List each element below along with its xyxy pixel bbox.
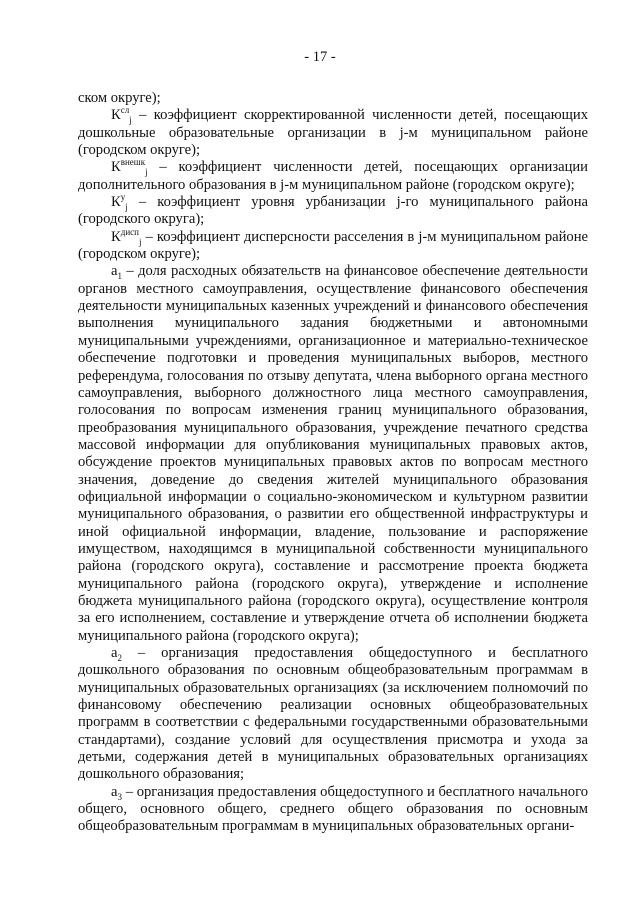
paragraph-text: – организация предоставления общедоступного и бесплатного дошкольного образования по основным общеобразовательным программам в муниципальных образовательных организациях (за исключением полномочий по финансовому обеспечению реализации основных общеобразовательных программ в соответствии с федеральными государственными образовательными стандартами), создание условий для осуществления присмотра и ухода за детьми, содержания детей в муниципальных образовательных организациях дошкольного образования; <box>78 645 588 783</box>
share-symbol: a <box>111 783 118 800</box>
paragraph <box>78 107 588 159</box>
coefficient-subscript: j <box>129 115 132 126</box>
paragraph <box>78 159 588 194</box>
share-subscript: 1 <box>117 271 122 282</box>
coefficient-superscript: дисп <box>120 226 139 237</box>
share-subscript: 3 <box>117 791 122 802</box>
share-symbol: a <box>111 645 118 661</box>
coefficient-superscript: у <box>120 192 126 203</box>
page-number: - 17 - <box>304 49 336 65</box>
paragraph-text: – коэффициент скорректированной численности детей, посещающих дошкольные образовательные организации в j-м муниципальном районе (городском округе); <box>78 107 588 159</box>
paragraph-text: – коэффициент уровня урбанизации j-го муниципального района (городского округа); <box>78 194 588 228</box>
paragraph <box>78 645 588 784</box>
paragraph <box>78 90 588 107</box>
coefficient-symbol: К <box>111 107 121 124</box>
share-symbol: a <box>111 263 118 280</box>
paragraph-text: – коэффициент численности детей, посещающих организации дополнительного образования в j-м муниципальном районе (городском округе); <box>78 159 588 193</box>
coefficient-subscript: j <box>138 236 142 247</box>
paragraph <box>78 263 588 645</box>
paragraph <box>78 784 588 836</box>
coefficient-subscript: j <box>145 167 148 178</box>
coefficient-symbol: К <box>111 159 121 176</box>
share-subscript: 2 <box>117 652 122 663</box>
coefficient-superscript: сл <box>120 105 130 116</box>
paragraph <box>78 194 588 229</box>
coefficient-symbol: К <box>111 194 121 211</box>
coefficient-subscript: j <box>125 201 128 212</box>
paragraph <box>78 226 588 264</box>
coefficient-symbol: К <box>111 228 121 245</box>
document-body <box>78 90 588 836</box>
paragraph-text: ском округе); <box>78 90 161 106</box>
paragraph-text: – коэффициент дисперсности расселения в j-м муниципальном районе (городском округе); <box>78 228 588 263</box>
coefficient-superscript: внешк <box>120 157 146 168</box>
paragraph-text: – организация предоставления общедоступного и бесплатного начального общего, основного общего, среднего общего образования по основным общеобразовательным программам в муниципальных образовательных органи- <box>78 783 588 835</box>
paragraph-text: – доля расходных обязательств на финансовое обеспечение деятельности органов местного самоуправления, осуществление финансового обеспечения деятельности муниципальных казенных учреждений и финансового обеспечения выполнения муниципального задания бюджетными и автономными муниципальными учреждениями, организационное и материально-техническое обеспечение подготовки и проведения муниципальных выборов, местного референдума, голосования по отзыву депутата, члена выборного органа местного самоуправления, выборного должностного лица местного самоуправления, голосования по вопросам изменения границ муниципального образования, преобразования муниципального образования, учреждение печатного средства массовой информации для опубликования муниципальных правовых актов, обсуждение проектов муниципальных правовых актов по вопросам местного значения, доведение до сведения жителей муниципального образования официальной информации о социально-экономическом и культурном развитии муниципального образования, о развитии его общественной инфраструктуры и иной официальной информации, владение, пользование и распоряжение имуществом, находящимся в муниципальной собственности муниципального района (городского округа), составление и рассмотрение проекта бюджета муниципального района (городского округа), утверждение и исполнение бюджета муниципального района (городского округа), осуществление контроля за его исполнением, составление и утверждение отчета об исполнении бюджета муниципального района (городского округа); <box>78 263 588 644</box>
